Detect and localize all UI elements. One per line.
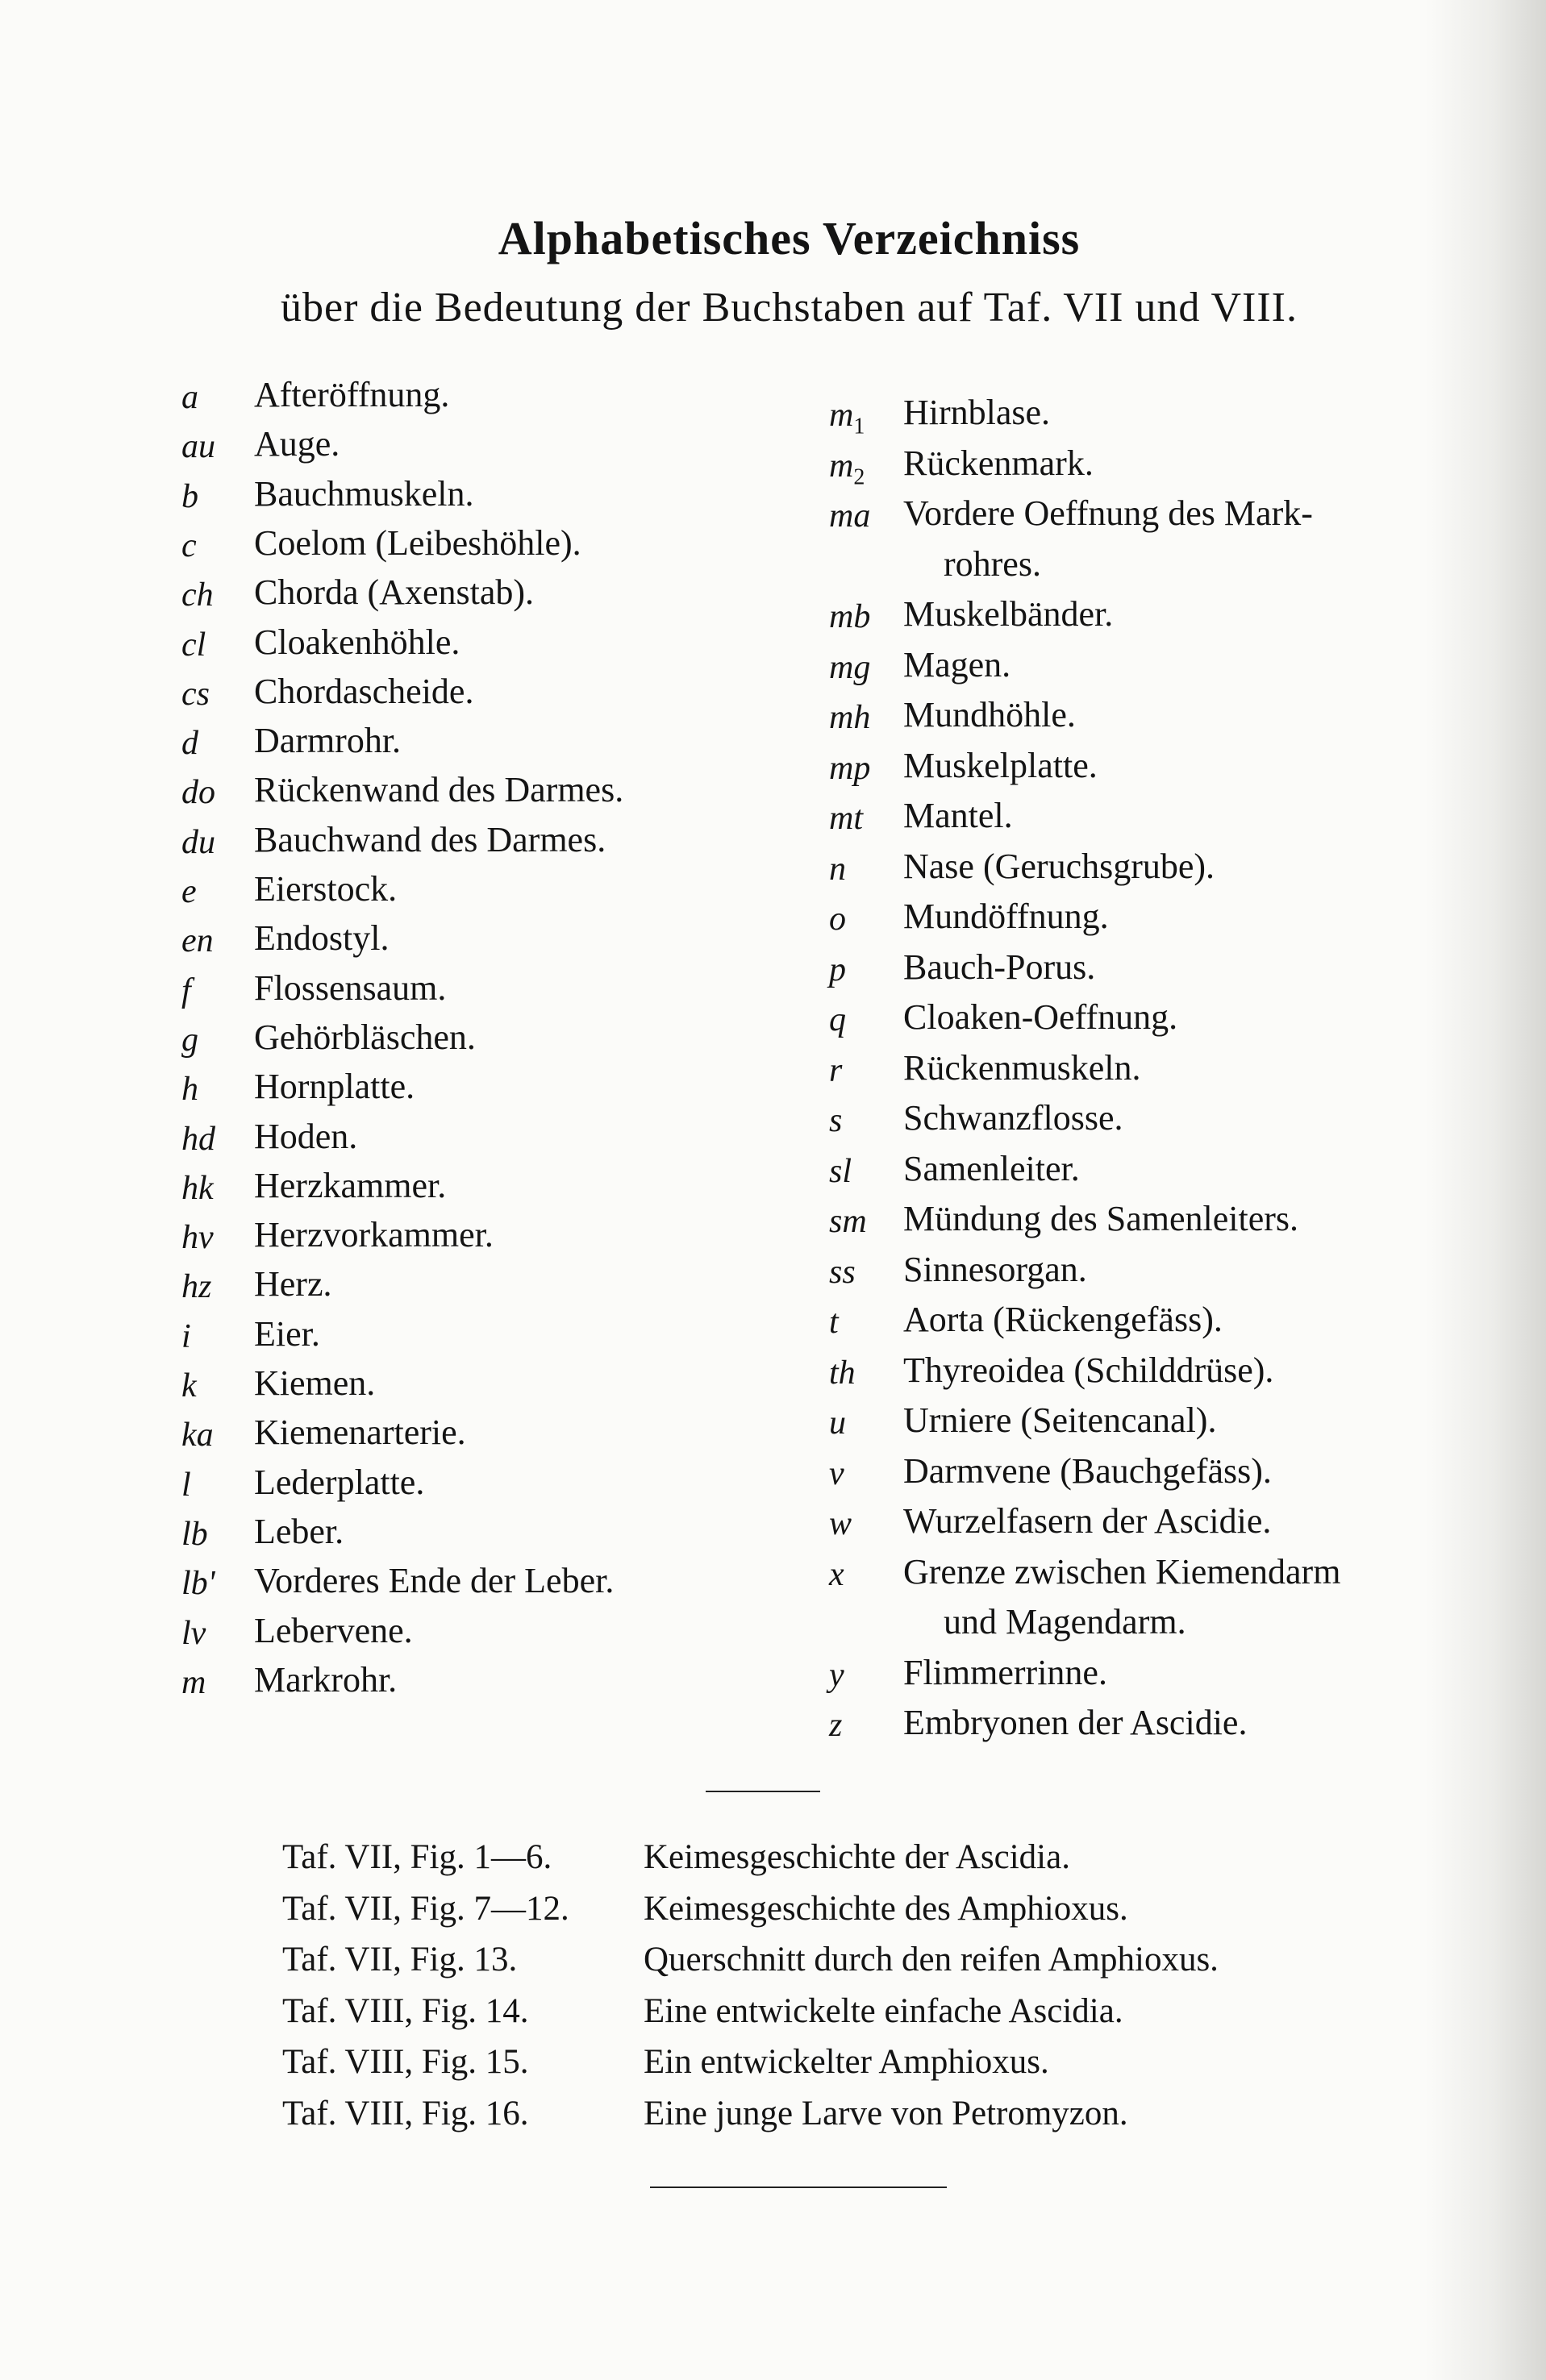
- entry-abbreviation: [829, 1104, 842, 1138]
- entry-label: Hoden.: [254, 1116, 358, 1156]
- entry-abbreviation: au: [181, 428, 215, 466]
- figure-list-item: [282, 1991, 1123, 2030]
- figure-list-item: [282, 2096, 1128, 2131]
- entry-label: Flimmerrinne.: [903, 1652, 1107, 1692]
- entry-abbreviation-letter: ss: [829, 1253, 856, 1291]
- entry-label: Kiemen.: [254, 1363, 376, 1403]
- entry-abbreviation-letter: sm: [829, 1203, 867, 1240]
- entry-label: Gehörbläschen.: [254, 1017, 476, 1057]
- entry-label: Kiemenarterie.: [254, 1413, 466, 1453]
- entry-abbreviation-letter: n: [829, 850, 846, 888]
- entry-abbreviation-subscript: 1: [853, 414, 865, 439]
- entry-label: Coelom (Leibeshöhle).: [254, 522, 581, 563]
- figure-reference: Taf. VII, Fig. 13.: [282, 1941, 518, 1978]
- entry-label: Darmrohr.: [254, 721, 402, 761]
- entry-label: Schwanzflosse.: [903, 1098, 1123, 1138]
- entry-abbreviation: hd: [181, 1120, 215, 1158]
- entry-label: Rückenmuskeln.: [903, 1047, 1141, 1088]
- page-title: Alphabetisches Verzeichniss: [498, 212, 1081, 264]
- entry-abbreviation-letter: p: [829, 951, 846, 988]
- entry-abbreviation: [829, 1003, 846, 1037]
- entry-label: Sinnesorgan.: [903, 1249, 1087, 1289]
- entry-abbreviation: [829, 701, 870, 734]
- entry-abbreviation-letter: mp: [829, 749, 871, 787]
- entry-label: Cloaken-Oeffnung.: [903, 997, 1178, 1037]
- entry-label-continuation: und Magendarm.: [944, 1602, 1186, 1641]
- separator-rule-top: [706, 1791, 820, 1792]
- entry-abbreviation-letter: mt: [829, 800, 863, 837]
- page-edge-shading: [1425, 0, 1546, 2380]
- entry-abbreviation: h: [181, 1071, 198, 1109]
- entry-label: Darmvene (Bauchgefäss).: [903, 1450, 1272, 1491]
- figure-description: Ein entwickelter Amphioxus.: [644, 2043, 1049, 2081]
- entry-label: Bauchwand des Darmes.: [254, 819, 606, 859]
- entry-abbreviation: hk: [181, 1169, 214, 1207]
- entry-abbreviation: c: [181, 526, 197, 564]
- entry-label: Herz.: [254, 1264, 332, 1304]
- figure-reference: Taf. VIII, Fig. 16.: [282, 2094, 529, 2132]
- figure-list-item: [282, 1942, 1219, 1977]
- entry-label: Wurzelfasern der Ascidie.: [903, 1501, 1272, 1541]
- entry-label: Aorta (Rückengefäss).: [903, 1300, 1223, 1339]
- entry-abbreviation: [829, 1708, 842, 1742]
- entry-label: Markrohr.: [254, 1659, 398, 1700]
- entry-abbreviation: [829, 1152, 852, 1190]
- figure-reference: Taf. VII, Fig. 1—6.: [282, 1838, 552, 1876]
- separator-rule-bottom: [650, 2187, 947, 2188]
- entry-abbreviation-letter: th: [829, 1354, 856, 1392]
- entry-abbreviation: [829, 398, 865, 438]
- figure-list-item: [282, 1840, 1070, 1874]
- entry-abbreviation: [829, 1305, 839, 1339]
- entry-label-continuation: rohres.: [944, 543, 1041, 584]
- entry-label: Magen.: [903, 644, 1011, 684]
- entry-label: Mundöffnung.: [903, 897, 1109, 936]
- entry-abbreviation-letter: ma: [829, 497, 871, 535]
- figure-description: Keimesgeschichte des Amphioxus.: [644, 1889, 1128, 1928]
- entry-label: Chordascheide.: [254, 671, 474, 711]
- figure-reference: Taf. VII, Fig. 7—12.: [282, 1889, 569, 1928]
- entry-abbreviation: d: [181, 725, 198, 763]
- entry-abbreviation-letter: o: [829, 901, 846, 938]
- entry-abbreviation-letter: y: [829, 1656, 844, 1694]
- entry-abbreviation: [829, 1255, 856, 1289]
- figure-list-item: [282, 2045, 1049, 2079]
- entry-abbreviation: [829, 1658, 844, 1692]
- entry-abbreviation: [829, 499, 870, 533]
- entry-label: Embryonen der Ascidie.: [903, 1703, 1248, 1742]
- entry-abbreviation: [829, 648, 871, 686]
- entry-abbreviation-letter: w: [829, 1505, 852, 1542]
- entry-label: Vordere Oeffnung des Mark-: [903, 493, 1313, 533]
- entry-abbreviation-letter: u: [829, 1404, 846, 1442]
- entry-label: Bauchmuskeln.: [254, 473, 474, 514]
- entry-abbreviation-letter: mb: [829, 598, 871, 635]
- entry-abbreviation-letter: mh: [829, 699, 871, 736]
- entry-label: Grenze zwischen Kiemendarm: [903, 1551, 1341, 1592]
- entry-label: Bauch-Porus.: [903, 947, 1096, 987]
- entry-abbreviation: [829, 953, 846, 987]
- entry-abbreviation: [829, 449, 865, 489]
- figure-description: Eine entwickelte einfache Ascidia.: [644, 1991, 1123, 2030]
- entry-abbreviation: [829, 1051, 843, 1089]
- entry-label: Lederplatte.: [254, 1462, 425, 1502]
- entry-label: Chorda (Axenstab).: [254, 572, 535, 613]
- entry-abbreviation: g: [181, 1021, 198, 1059]
- entry-abbreviation: b: [181, 477, 198, 515]
- entry-label: Thyreoidea (Schilddrüse).: [903, 1350, 1274, 1390]
- entry-abbreviation: [829, 1454, 844, 1492]
- entry-label: Muskelplatte.: [903, 745, 1098, 785]
- entry-abbreviation-letter: s: [829, 1102, 843, 1139]
- entry-abbreviation: cl: [181, 626, 206, 664]
- entry-label: Cloakenhöhle.: [254, 622, 460, 662]
- entry-label: Hirnblase.: [903, 393, 1051, 432]
- entry-abbreviation: ka: [181, 1417, 214, 1454]
- entry-abbreviation: [829, 600, 870, 634]
- entry-abbreviation: en: [181, 922, 214, 960]
- figure-reference: Taf. VIII, Fig. 14.: [282, 1991, 529, 2030]
- figure-description: Querschnitt durch den reifen Amphioxus.: [644, 1941, 1219, 1978]
- entry-abbreviation: du: [181, 823, 215, 861]
- entry-abbreviation-letter: m: [829, 447, 854, 485]
- entry-abbreviation-letter: v: [829, 1454, 844, 1492]
- figure-list-item: [282, 1891, 1128, 1926]
- entry-abbreviation: [829, 1406, 846, 1440]
- figure-reference: Taf. VIII, Fig. 15.: [282, 2043, 529, 2081]
- entry-label: Muskelbänder.: [903, 594, 1114, 634]
- entry-abbreviation-letter: m: [829, 397, 854, 434]
- entry-abbreviation: [829, 1205, 867, 1238]
- entry-label: Samenleiter.: [903, 1148, 1080, 1188]
- entry-abbreviation: [829, 902, 846, 936]
- entry-label: Herzkammer.: [254, 1165, 447, 1205]
- entry-label: Mundhöhle.: [903, 695, 1076, 734]
- entry-abbreviation-letter: t: [829, 1304, 839, 1341]
- entry-label: Vorderes Ende der Leber.: [254, 1561, 615, 1601]
- entry-abbreviation: [829, 801, 863, 835]
- entry-abbreviation: hz: [181, 1268, 212, 1306]
- figure-description: Keimesgeschichte der Ascidia.: [644, 1838, 1070, 1876]
- entry-abbreviation-letter: q: [829, 1001, 846, 1038]
- entry-abbreviation: e: [181, 873, 197, 910]
- entry-label: Herzvorkammer.: [254, 1215, 494, 1255]
- entry-label: Eierstock.: [254, 869, 398, 909]
- entry-label: Flossensaum.: [254, 967, 447, 1008]
- entry-label: Afteröffnung.: [254, 375, 450, 414]
- entry-label: Auge.: [254, 424, 340, 464]
- entry-abbreviation-letter: r: [829, 1051, 843, 1089]
- entry-abbreviation: f: [181, 972, 191, 1009]
- entry-label: Lebervene.: [254, 1610, 413, 1650]
- entry-label: Nase (Geruchsgrube).: [903, 846, 1215, 886]
- page-subtitle: über die Bedeutung der Buchstaben auf Taf. VII und VIII.: [280, 285, 1298, 331]
- entry-label: Mündung des Samenleiters.: [903, 1199, 1299, 1238]
- entry-label: Mantel.: [903, 796, 1013, 835]
- entry-label: Endostyl.: [254, 918, 390, 959]
- figure-description: Eine junge Larve von Petromyzon.: [644, 2094, 1128, 2132]
- entry-abbreviation: lb': [181, 1565, 215, 1603]
- entry-abbreviation-letter: x: [829, 1555, 844, 1593]
- entry-label: Rückenmark.: [903, 443, 1094, 483]
- entry-abbreviation-letter: z: [829, 1707, 843, 1744]
- entry-abbreviation: [829, 852, 846, 886]
- entry-abbreviation-subscript: 2: [853, 464, 865, 489]
- entry-abbreviation: [829, 1356, 856, 1390]
- entry-abbreviation: k: [181, 1367, 197, 1404]
- entry-abbreviation-letter: sl: [829, 1152, 852, 1190]
- entry-abbreviation: hv: [181, 1219, 214, 1257]
- entry-label: Eier.: [254, 1313, 320, 1354]
- entry-abbreviation: lv: [181, 1614, 206, 1652]
- entry-label: Hornplatte.: [254, 1067, 415, 1107]
- entry-abbreviation: a: [181, 379, 198, 416]
- entry-abbreviation: do: [181, 774, 215, 812]
- entry-abbreviation: i: [181, 1317, 191, 1355]
- entry-abbreviation: cs: [181, 675, 210, 713]
- entry-abbreviation-letter: mg: [829, 648, 871, 686]
- entry-abbreviation: l: [181, 1466, 191, 1504]
- entry-abbreviation: m: [181, 1663, 206, 1701]
- entry-abbreviation: [829, 1507, 852, 1541]
- entry-abbreviation: [829, 751, 870, 785]
- entry-abbreviation: lb: [181, 1515, 208, 1553]
- entry-label: Urniere (Seitencanal).: [903, 1400, 1217, 1440]
- entry-label: Rückenwand des Darmes.: [254, 770, 624, 810]
- entry-abbreviation: [829, 1555, 844, 1593]
- entry-abbreviation: ch: [181, 576, 214, 614]
- entry-label: Leber.: [254, 1511, 344, 1551]
